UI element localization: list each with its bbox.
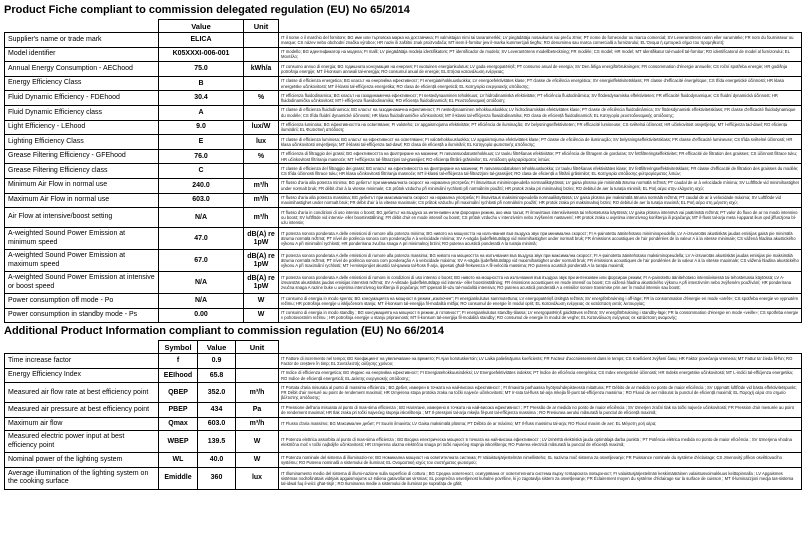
row-value: 603.0 bbox=[198, 417, 236, 431]
row-unit: m³/h bbox=[236, 383, 279, 403]
row-unit: % bbox=[244, 91, 279, 106]
row-description: IT efficienza di filtraggio dei grassi; BG ефективността на филтриране на мазнини; FI rasvansuodatustehokkuus; LV tauku filtrēšanas efektivitāte; PT eficiência de filtragem de gorduras; SV fettfiltreringseffektivitet; FR efficacité de filtration des graisses; CS účinnost filtrace tuku; HR učinkovitost filtriranja masnoće; MT l-effiċjenza tal-filtrazzjoni tal-grassijiet; RO eficiența filtrării grăsimilor; EL Απόδοση φιλτραρίσματος λιπών; bbox=[279, 149, 802, 164]
row-unit: % bbox=[244, 149, 279, 164]
row-description: IT potenza sonora ponderata A delle emissioni di rumore alla potenza massima; BG нивото на мощността на излъчвания във въздуха звук при максимална скорост; FI A-painotettu äänitehotaso maksiminopeudella; LV A-izsvarotās akustiskās jaudas emisijas pie maksimālā ātruma normālā režīmā; PT nível de potência sonora com ponderação A à velocidade máxima; SV A-vägda ljudeffektutsläpp vid maximihastighet under normalt bruk; FR émissions acoustiques de l'air pondérées de la valeur A à la vitesse maximale; CS vážená hladina akustického výkonu A při maximální rychlosti; MT l-emissjonijiet akustiċi tal-qawwa tal-ħoss fl-arja, ippesati għall-frekwenza A fil-veloċità massima; RO puterea acustică ponderată A la turația maximă; bbox=[279, 250, 802, 272]
additional-header-desc-spacer bbox=[279, 341, 802, 354]
table-row bbox=[5, 149, 802, 164]
row-unit bbox=[244, 105, 279, 120]
table-row bbox=[5, 120, 802, 135]
additional-header-symbol: Symbol bbox=[159, 341, 198, 354]
additional-header-value: Value bbox=[198, 341, 236, 354]
row-label: Power consumption in standby mode - Ps bbox=[5, 308, 159, 323]
additional-title: Additional Product Information compliant to commission regulation (EU) No 66/2014 bbox=[4, 325, 445, 338]
row-description: IT Potenza elettrica assorbita al punto di mas-sima efficienza ; BG Входна електрическа мощност в точката на най-висока ефективност ; LV izmērītā elektriskā jauda optimālajā darba punktā ; PT Potência elétrica medida no ponto de maior eficiência ; SV Izmerjena vhodna električna moč v točki najboljše učinkovitosti; HR Izmjerena ulazna električna snaga pri točki najvećeg stupnja iskorištenja; RO Puterea electrică măsurată la punctul de eficiență maximă; bbox=[279, 431, 802, 453]
row-value: 0.9 bbox=[198, 354, 236, 369]
row-description: IT efficienza fluidodinamica; BG класът на газодинамична ефективност; FI nestedynaaminen tehokkuus; LV hidrodinamiskā efektivitāte; PT eficiência fluidodinâmica; SV flödesdynamiska effektiviteten; FR efficacité fluidodynamique; CS fluidní dynamická účinnost; HR fluidodinamička učinkovitost; MT l-effiċjenza fluwidodinamika; RO eficiența fluidodinamică; EL Ρευστοδυναμική απόδοση; bbox=[279, 91, 802, 106]
row-label: A-weighted Sound Power Emission at maximum speed bbox=[5, 250, 159, 272]
row-label: Measured electric power input at best efficiency point bbox=[5, 431, 159, 453]
row-unit bbox=[244, 164, 279, 179]
row-value: 67.0 bbox=[159, 250, 244, 272]
row-symbol: WL bbox=[159, 453, 198, 468]
table-row bbox=[5, 178, 802, 193]
row-symbol: EEIhood bbox=[159, 368, 198, 383]
row-unit: lux bbox=[244, 135, 279, 150]
table-row bbox=[5, 417, 802, 431]
row-description: IT flusso d'aria in condizioni di uso intenso o boost; BG дебитът на въздуха за интензивен или форсиран режим, ако има такъв; FI ilmavirtaus intensiivisessä tai tehostetussa käytössä; LV gaisa plūsma intensīvā vai paātrinātā režīmā; PT valor do fluxo de ar no modo intensivo ou boost; SV luftflöde vid intensiv- eller boostinställning; FR débit d'air en mode intensif ou boost; CS průtok vzduchu v intenzivním nebo zvýšeném nastavení; HR protok zraka u uvjetima intenzivnog korištenja ili pojačanja; MT il-fluss tal-arja meta l-apparat ikun qed jiffunzjona bl-użu intensiv; bbox=[279, 208, 802, 228]
table-row bbox=[5, 91, 802, 106]
row-value: 603.0 bbox=[159, 193, 244, 208]
fiche-header-value: Value bbox=[159, 20, 244, 33]
row-value: 47.0 bbox=[159, 228, 244, 250]
row-description: IT potenza sonora ponderata A delle emissioni di rumore alla potenza minima; BG нивото на мощността на излъчвания във въздуха звук при минимална скорост; FI A-painotettu äänitehotaso miniminopeudella; LV A-izsvarotās akustiskās jaudas emisijas gaisā pie minimālā ātruma normālā režīmā; PT nível de potência sonora com ponderação A à velocidade mínima; SV A-vägda ljudeffektutsläpp vid minimihastighet under normalt bruk; FR émissions acoustiques de l'air pondérées de la valeur A à la vitesse minimale; CS vážená hladina akustického výkonu A při minimální rychlosti; HR ponderirana zvučna snaga A pri minimalnoj brzini; RO puterea acustică ponderată A la turația minimă; bbox=[279, 228, 802, 250]
fiche-header-desc-spacer bbox=[279, 20, 802, 33]
row-unit: dB(A) re 1pW bbox=[244, 228, 279, 250]
row-unit: W bbox=[244, 294, 279, 309]
row-label: Annual Energy Consumption - AEChood bbox=[5, 62, 159, 77]
table-row bbox=[5, 228, 802, 250]
row-value: 360 bbox=[198, 467, 236, 489]
fiche-header-unit: Unit bbox=[244, 20, 279, 33]
row-description: IT flusso d'aria alla potenza minima; BG дебитът при минималната скорост на нормална употреба; FI ilmavirtaus miniminopeudella normaalikäytössä; LV gaisa plūsma pie minimālā ātruma normālā režīmā; PT caudal de ar à velocidade mínima; SV Luftflöde vid minimihastighet under normalt bruk; FR débit d'air à la vitesse minimale; CS průtok vzduchu při minimální rychlosti při normálním použití; HR protok zraka pri minimalnoj brzini; RO debitul de aer la turația minimă; EL Ροή αέρα στην ελάχιστη ισχύ; bbox=[279, 178, 802, 193]
row-symbol: PBEP bbox=[159, 403, 198, 418]
row-label: Minimum Air Flow in normal use bbox=[5, 178, 159, 193]
row-value: 139.5 bbox=[198, 431, 236, 453]
row-unit: m³/h bbox=[244, 208, 279, 228]
row-value: 434 bbox=[198, 403, 236, 418]
row-label: Measured air pressure at best efficiency point bbox=[5, 403, 159, 418]
row-label: Air Flow at intensive/boost setting bbox=[5, 208, 159, 228]
row-unit bbox=[244, 76, 279, 91]
row-description: IT classe di efficienza fluidodinamica; BG класът на газодинамична ефективност; FI nestedynaaminen tehokkuusluokka; LV hidrodinamiskās efektivitātes klase; PT classe de eficiência fluidodinâmica; SV flödesdynamisk effektivitetsklass; FR classe d'efficacité fluidodynamique du modèle; CS třída fluidní dynamické účinnosti; HR klasa fluidodinamičke učinkovitosti; MT il-klassi tal-effiċjenza fluwidodinamika; RO clasa de eficiență fluidodinamică; EL Κατηγορία ρευστοδυναμικής απόδοσης; bbox=[279, 105, 802, 120]
additional-header-label-spacer bbox=[5, 341, 159, 354]
table-row bbox=[5, 250, 802, 272]
row-symbol: QBEP bbox=[159, 383, 198, 403]
row-unit: m³/h bbox=[244, 178, 279, 193]
fiche-table bbox=[4, 19, 802, 323]
row-label: Power consumption off mode - Po bbox=[5, 294, 159, 309]
row-value: 75.0 bbox=[159, 62, 244, 77]
row-label: Grease Filtering Efficiency class bbox=[5, 164, 159, 179]
row-value: 30.4 bbox=[159, 91, 244, 106]
row-value: 65.8 bbox=[198, 368, 236, 383]
row-description: IT Illuminamento medio del sistema di illumi-nazione sulla superficie di cottura ; BG Средна осветеност, осигурявана от осветителната система върху готварската повърхност; FI valaistusjärjestelmän keskimääräinen valaistusvoimakkuus keittopinnalla ; LV Apgaismes sistēmas nodrošinātais vidējais apgaismojums uz ēdiena gatavošanas virsmas; SL povprečna osvetljenost kuhalne površine, ki jo zagotavlja sistem za osvetljevanje; FR Éclairement moyen du système d'éclairage sur la surface de cuisson ; MT Il-luminazzjoni medja tas-sistema tal-idwal fuq il-wiċċ għat-tisjir ; RO Iluminarea medie a sistemului de iluminat pe suprafața de gătit; bbox=[279, 467, 802, 489]
row-description: IT Indice di efficienza energetica; BG Индекс на енергийна ефективност; FI Energiatehokkuusindeksi; LV Energoefektivitātes indekss; PT Índice de eficiência energética; CS Index energetické účinnosti; HR Indeks energetske učinkovitosti; MT L-indiċi tal-effiċjenza energetika; RO Indice de eficiență energetică; EL Δείκτης ενεργειακής απόδοσης; bbox=[279, 368, 802, 383]
table-row bbox=[5, 383, 802, 403]
row-description: IT Fattore di incremento nel tempo; BG Коефициент на увеличаване на времето; FI Ajan korotuskerroin; LV Laika palielinājuma koeficients; FR Facteur d'accroissement dans le temps; CS Koeficient zvýšení času; HR Faktor povećanja vremena; MT Fattur ta' żieda fil-ħin; RO Factor de creștere în timp; EL Συντελεστής αύξησης χρόνου; bbox=[279, 354, 802, 369]
row-description: IT classe di efficienza del filtraggio dei grassi; BG класът на ефективността на филтриране на мазнини; FI rasvansuodatuksen tehokkuusluokka; LV tauku filtrēšanas efektivitātes klase; SV fettfiltreringseffektivitetsklass; FR classe d'efficacité de filtration des graisses du modèle; CS třída účinnosti filtrace tuku; HR klasa učinkovitosti filtriranja masnoće; MT il-klassi tal-effiċjenza tal-filtrazzjoni tal-grassijiet; RO clasa de eficiență a filtrării grăsimilor; EL Κατηγορία απόδοσης φιλτραρίσματος λιπών; bbox=[279, 164, 802, 179]
table-row bbox=[5, 62, 802, 77]
row-label: A-weighted Sound Power Emission at minimum speed bbox=[5, 228, 159, 250]
table-row bbox=[5, 47, 802, 62]
table-row bbox=[5, 453, 802, 468]
row-value: 352.0 bbox=[198, 383, 236, 403]
row-value: 9.0 bbox=[159, 120, 244, 135]
row-unit: m³/h bbox=[236, 417, 279, 431]
row-symbol: Qmax bbox=[159, 417, 198, 431]
row-label: Nominal power of the lighting system bbox=[5, 453, 159, 468]
table-row bbox=[5, 354, 802, 369]
row-unit: lux bbox=[236, 467, 279, 489]
row-unit bbox=[236, 368, 279, 383]
row-label: Measured air flow rate at best efficiency point bbox=[5, 383, 159, 403]
row-label: Fluid Dynamic Efficiency - FDEhood bbox=[5, 91, 159, 106]
table-row bbox=[5, 403, 802, 418]
row-label: Light Efficiency - LEhood bbox=[5, 120, 159, 135]
additional-header-unit: Unit bbox=[236, 341, 279, 354]
row-value: E bbox=[159, 135, 244, 150]
table-row bbox=[5, 105, 802, 120]
table-row bbox=[5, 431, 802, 453]
row-unit: W bbox=[236, 453, 279, 468]
table-row bbox=[5, 193, 802, 208]
row-value: 0.00 bbox=[159, 308, 244, 323]
row-description: IT classe di efficienza energetica; BG класът на енергийна ефективност; FI energiatehokkuusluokka; LV energoefektivitātes klase; PT classe de eficiência energética; SV energieffektivitetsklass; FR classe d'efficacité énergétique; CS třída energetické účinnosti; HR klasa energetske učinkovitosti; MT il-klassi tal-effiċjenza enerġetika; RO clasa de eficiență energetică; EL Κατηγορία ενεργειακής απόδοσης; bbox=[279, 76, 802, 91]
row-label: A-weighted Sound Power Emission at intensive or boost speed bbox=[5, 272, 159, 294]
table-row bbox=[5, 272, 802, 294]
row-description: IT il nome o il marchio del fornitore; BG име или търговска марка на доставчика; FI valmistajan nimi tai tavaramerkki; LV piegādātāja nosaukums vai preču zīme; PT nome do fornecedor ou marca comercial; SV Leverantörens namn eller varumärke; FR nom du fournisseur ou marque; CS název nebo obchodní značka výrobce; HR naziv ili zaštitni znak proizvođača; MT isem il-fornitur jew il-marka kummerċjali tiegħu; RO denumirea sau marca comercială a furnizorului; EL Όνομα ή εμπορικό σήμα του προμηθευτή; bbox=[279, 33, 802, 48]
row-value: ELICA bbox=[159, 33, 244, 48]
row-unit bbox=[244, 33, 279, 48]
row-unit: m³/h bbox=[244, 193, 279, 208]
row-unit: dB(A) re 1pW bbox=[244, 250, 279, 272]
table-row bbox=[5, 308, 802, 323]
row-label: Supplier's name or trade mark bbox=[5, 33, 159, 48]
table-row bbox=[5, 294, 802, 309]
row-symbol: Emiddle bbox=[159, 467, 198, 489]
row-description: IT modello; BG идентификатор на модела; FI malli; LV piegādātāja modeļa identifikators; PT identificador de modelo; SV Leverantörens modellbeteckning; FR modèle; CS model; HR model; MT Identifikatur tal-mudell tal-fornitur; RO identificatorul de model al furnizorului; EL Μοντέλο; bbox=[279, 47, 802, 62]
row-value: C bbox=[159, 164, 244, 179]
row-description: IT classe di efficienza luminosa; BG класът на ефективност на осветяване; FI valotehokkuusluokka; LV apgaismojuma efektivitātes klase; PT classe de eficiência de iluminação; SV belysningseffektivitetsklass; FR classe d'efficacité lumineuse; CS třída světelné účinnosti; HR klasa učinkovitosti osvjetljenja; MT il-klassi tal-effiċjenza tad-dawl; RO clasa de eficiență a iluminării; EL Κατηγορία φωτιστικής απόδοσης; bbox=[279, 135, 802, 150]
row-label: Average illumination of the lighting system on the cooking surface bbox=[5, 467, 159, 489]
row-label: Energy Efficiency Class bbox=[5, 76, 159, 91]
row-value: N/A bbox=[159, 208, 244, 228]
table-row bbox=[5, 467, 802, 489]
row-value: 240.0 bbox=[159, 178, 244, 193]
row-unit bbox=[244, 47, 279, 62]
row-label: Time increase factor bbox=[5, 354, 159, 369]
row-description: IT potenza sonora ponderata A delle emissioni di rumore in condizioni di uso intenso o boost; BG нивото на мощността на излъчвания във въздуха звук при интензивен или форсиран режим; FI A-painotettu äänitehotaso intensiivisessä tai tehostetussa käytössä; LV A-izsvarotās akustiskās jaudas emisijas intensīvā režīmā; SV A-viktade ljudeffektutsläpp vid intensiv- eller boostinställning; FR émissions acoustiques en mode intensif ou boost; CS vážená hladina akustického výkonu A při intenzivním nebo zvýšeném používání; HR ponderirana zvučna snaga A razine buke u uvjetima intenzivnog korištenja ili pojačanja; MT ippesati bl-użu tal-modalità intensiva; RO puterea acustică ponderată A a emisiilor sonore transmise prin aer în modul intensiv sau boost; bbox=[279, 272, 802, 294]
row-symbol: WBEP bbox=[159, 431, 198, 453]
row-label: Maximum Air Flow in normal use bbox=[5, 193, 159, 208]
row-value: K05XXXI-006-001 bbox=[159, 47, 244, 62]
table-row bbox=[5, 33, 802, 48]
row-label: Model identifier bbox=[5, 47, 159, 62]
row-unit bbox=[236, 354, 279, 369]
table-row bbox=[5, 76, 802, 91]
row-unit: lux/W bbox=[244, 120, 279, 135]
row-description: IT Portata d'aria misurata al punto di massima efficienza ; BG Дебит, измерен в точката на най-висока ефективност ; FI Ilmavirta parhaassa hyötysuhdepisteessä mitattuna; PT Débito de ar medido no ponto de maior eficiência ; SV Uppmätt luftflöde vid bästa effektivitetspunkt; FR Débit d'air mesuré au point de rendement maximal; HR Izmjerena stopa protoka zraka na točki najveće učinkovitosti; MT Ir-rata tal-fluss tal-arja mkejla fil-punt tal-effiċjenza massima ; RO Fluxul de aer măsurat la punctul de eficiență maximă; EL Παροχή αέρα στο σημείο βέλτιστης απόδοσης; bbox=[279, 383, 802, 403]
table-row bbox=[5, 208, 802, 228]
row-value: 76.0 bbox=[159, 149, 244, 164]
table-row bbox=[5, 135, 802, 150]
row-label: Grease Filtering Efficiency - GFEhood bbox=[5, 149, 159, 164]
additional-header-row bbox=[5, 341, 802, 354]
row-label: Energy Efficiency Index bbox=[5, 368, 159, 383]
row-unit: dB(A) re 1pW bbox=[244, 272, 279, 294]
row-description: IT Pressione dell'aria misurata al punto di mas-sima efficienza ; BG Налягане, измерено в точката на най-висока ефективност ; PT Pressão de ar medida no ponto de maior eficiência ; SV Izmerjen zračni tlak na točki najveće učinkovitosti; FR Pression d'air mesurée au point de rendement maximal; HR tlak zraka pri točki najvećeg stupnja iskorištenja ; MT Il-pressjoni tal-arja mkejla fil-punt tal-effiċjenza massima ; RO Presiunea aerului măsurată la punctul de eficiență maximă; bbox=[279, 403, 802, 418]
row-unit: W bbox=[244, 308, 279, 323]
row-value: B bbox=[159, 76, 244, 91]
row-value: N/A bbox=[159, 294, 244, 309]
row-symbol: f bbox=[159, 354, 198, 369]
row-value: 40.0 bbox=[198, 453, 236, 468]
table-row bbox=[5, 164, 802, 179]
row-description: IT efficienza luminosa; BG ефективността на осветяване; FI valoteho; LV apgaismojuma efektivitāte; PT eficiência de iluminação; SV belysningseffektiviteten; FR efficacité lumineuse; CS světelná účinnost; HR učinkovitost osvjetljenja; MT l-effiċjenza tad-dawl; RO eficiența iluminării; EL Φωτιστική απόδοση; bbox=[279, 120, 802, 135]
row-label: Fluid Dynamic Efficiency class bbox=[5, 105, 159, 120]
row-unit: Pa bbox=[236, 403, 279, 418]
row-description: IT consumo annuo di energia; BG годишната консумация на енергия; FI vuotuinen energiankulutus; LV gada energopatēriņš; PT consumo anual de energia; SV Den årliga energiförbrukningen; FR consommation d'énergie annuelle; CS roční spotřeba energie; HR godišnja potrošnja energije; MT il-konsum annwali tal-enerġija; RO consumul anual de energie; EL Ετήσια κατανάλωση ενέργειας; bbox=[279, 62, 802, 77]
fiche-title: Product Fiche compliant to commission delegated regulation (EU) No 65/2014 bbox=[4, 4, 410, 16]
row-label: Lighting Efficiency Class bbox=[5, 135, 159, 150]
row-value: N/A bbox=[159, 272, 244, 294]
row-unit: W bbox=[236, 431, 279, 453]
fiche-header-label-spacer bbox=[5, 20, 159, 33]
row-description: IT Potenza nominale del sistema di illuminazio-ne; BG Номинална мощност на осветителната система; FI Valaistusjärjestelmän nimellisteho; SL nazivna moč sistema za osvetljevanje; FR Puissance nominale du système d'éclairage; CS Jmenovitý příkon osvětlovacího systému; RO Puterea nominală a sistemului de iluminat; EL Ονομαστική ισχύς του συστήματος φωτισμού; bbox=[279, 453, 802, 468]
row-unit: kWh/a bbox=[244, 62, 279, 77]
row-value: A bbox=[159, 105, 244, 120]
additional-table bbox=[4, 340, 802, 490]
row-label: Maximum air flow bbox=[5, 417, 159, 431]
row-description: IT consumo di energia in modo spento; BG консумацията на мощност в режим „изключен“; FI energiankulutus sammutettuna; LV energopatēriņš izslēgtā režīmā; SV energiförbrukning i off-läge; FR la consommation d'énergie en mode «arrêt»; CS spotřeba energie ve vypnutém režimu; HR potrošnja energije u isključenom stanju; MT il-konsum tal-enerġija fil-modalità mitfija; RO consumul de energie în modul oprit; EL Κατανάλωση ενέργειας σε κατάσταση εκτός λειτουργίας; bbox=[279, 294, 802, 309]
row-description: IT consumo di energia in modo standby ; BG консумацията на мощност в режим „в готовност“; FI energiankulutus standby-tilassa; LV energopatēriņš gaidstāves režīmā; SV energiförbrukning i standby-läge; FR la consommation d'énergie en mode «veille»; CS spotřeba energie v pohotovostním režimu ; HR potrošnja energije u stanju pripravnosti; MT il-konsum tal-enerġija fil-modalità standby; RO consumul de energie în modul de veghe; EL Κατανάλωση ενέργειας σε κατάσταση αναμονής; bbox=[279, 308, 802, 323]
fiche-header-row bbox=[5, 20, 802, 33]
row-description: IT flusso d'aria alla potenza massima; BG дебитът при максималната скорост на нормална употреба; FI ilmavirtaus maksiminopeudella normaalikäytössä; LV gaisa plūsma pie maksimālā ātruma normālā režīmā; PT caudal de ar à velocidade máxima; SV Luftflöde vid maximihastighet under normalt bruk; FR débit d'air à la vitesse maximale; CS průtok vzduchu při maximální rychlosti při normálním použití; HR protok zraka pri maksimalnoj brzini; RO debitul de aer la turația maximă; EL Ροή αέρα στη μέγιστη ισχύ; bbox=[279, 193, 802, 208]
row-description: IT Flusso d'aria massimo; BG Максимален дебит; FI Suurin ilmavirta; LV Gaisa maksimālā plūsma; PT Débito de ar máximo; MT Il-fluss massimu tal-arja; RO Fluxul maxim de aer; EL Μέγιστη ροή αέρα; bbox=[279, 417, 802, 431]
table-row bbox=[5, 368, 802, 383]
